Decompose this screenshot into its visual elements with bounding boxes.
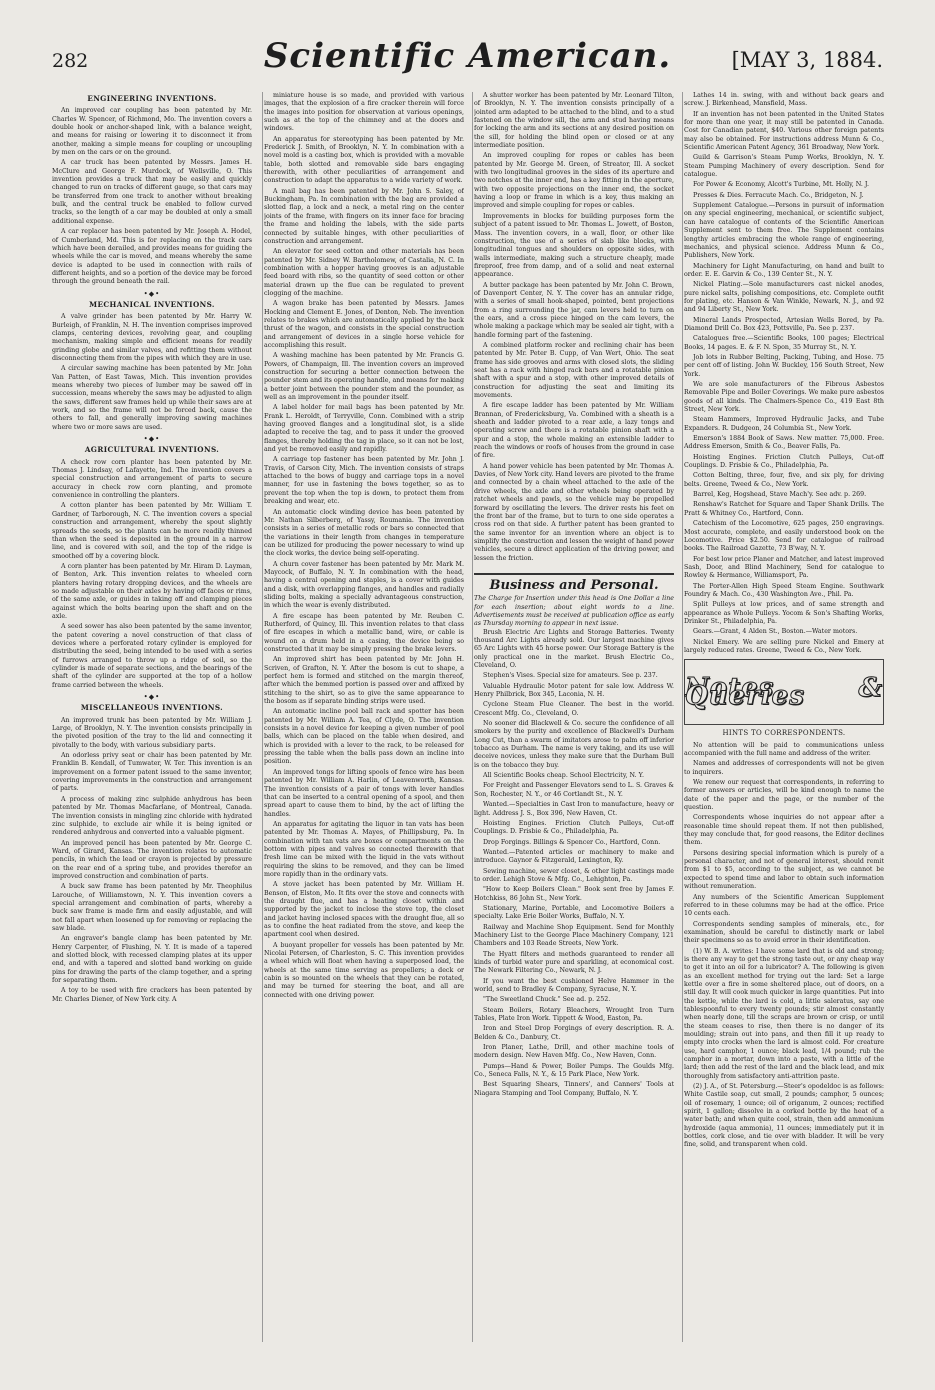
paragraph: Wanted.—Specialties in Cast Iron to manufacture, heavy or light. Address J. S., Box 396, New Haven, Ct. (474, 801, 674, 817)
paragraph: Catechism of the Locomotive, 625 pages, 250 engravings. Most accurate, complete, and easily understood book on the Locomotive. Price $2.50. Send for catalogue of railroad books. The Railroad Gazette, 73 B'way, N. Y. (684, 520, 884, 553)
paragraph: (2) J. A., of St. Petersburg.—Steer's opodeldoc is as follows: White Castile soap, cut small, 2 pounds; camphor, 5 ounces; oil of rosemary, 1 ounce; oil of origanum, 2 ounces; rectified spirit, 1 gallon; dissolve in a corked bottle by the heat of a water bath; and when quite cool, strain, then add ammonium hydroxide (aqua ammonia), 11 ounces; immediately put it in bottles, cork close, and tie over with bladder. It will be very fine, solid, and transparent when cold. (684, 1083, 884, 1149)
paragraph: Valuable Hydraulic Motor patent for sale low. Address W. Henry Philbrick, Box 345, Laconia, N. H. (474, 682, 674, 699)
paragraph: miniature house is so made, and provided with various images, that the explosion of a fire cracker therein will force the images into position for observation at various openings, such as at the top of the chimney and at the doors and windows. (264, 92, 464, 133)
paragraph: Stephen's Vises. Special size for amateurs. See p. 237. (483, 672, 658, 680)
paragraph: An engraver's bangle clamp has been patented by Mr. Henry Carpenter, of Flushing, N. Y. It is made of a tapered and slotted block, with recessed clamping plates at its upper end, and with a tapered and slotted band working on guide pins for drawing the parts of the clamp together, and a spring for separating them. (52, 935, 252, 985)
paragraph: Catalogues free.—Scientific Books, 100 pages; Electrical Books, 14 pages. E. & F. N. Spon, 35 Murray St., N. Y. (684, 335, 884, 351)
paragraph: Brush Electric Arc Lights and Storage Batteries. Twenty thousand Arc Lights already sold. Our largest machine gives 65 Arc Lights with 45 horse power. Our Storage Battery is the only practical one in the market. Brush Electric Co., Cleveland, O. (474, 628, 674, 669)
paragraph: We are sole manufacturers of the Fibrous Asbestos Removable Pipe and Boiler Coverings. We make pure asbestos goods of all kinds. The Chalmers-Spence Co., 419 East 8th Street, New York. (684, 381, 884, 414)
paragraph: A fire escape ladder has been patented by Mr. William Brannan, of Fredericksburg, Va. Combined with a sheath is a sheath and ladder pivoted to a rear axle, a lazy tongs and operating screw and there is a rotatable pinion shaft with a spur and a stop, the whole making an extensible ladder to reach the windows or roofs of houses from the ground in case of fire. (474, 402, 674, 460)
section-title-mechanical: MECHANICAL INVENTIONS. (89, 299, 215, 309)
paragraph: An automatic incline pool ball rack and spotter has been patented by Mr. William A. Tea, of Clyde, O. The invention consists in a novel device for keeping a given number of pool balls, which can be placed on the table when desired, and which is provided with a lever to the rack, to be released for pressing the table when the balls pass down an incline into position. (264, 708, 464, 766)
business-personal-intro: The Charge for Insertion under this head is One Dollar a line for each insertion; about eight words to a line. Advertisements must be received at publication office as early as Thursday morning to appear in next issue. (474, 595, 674, 628)
paragraph: Improvements in blocks for building purposes form the subject of a patent issued to Mr. Thomas L. Jowett, of Boston, Mass. The invention covers, in a wall, floor, or other like construction, the use of a series of slab like blocks, with longitudinal tongues and shoulders on opposite sides, with walls intermediate, making such a structure cheaply, made fireproof, free from damp, and of a solid and neat external appearance. (474, 212, 674, 279)
paragraph: A shutter worker has been patented by Mr. Leonard Tilton, of Brooklyn, N. Y. The invention consists principally of a jointed arm adapted to be attached to the blind, and to a stud fastened on the window sill, the arm and stud having means for locking the arm and its sections at any desired position on the sill, for holding the blind open or closed or at any intermediate position. (474, 92, 674, 150)
paragraph: A hand power vehicle has been patented by Mr. Thomas A. Davies, of New York city. Hand levers are pivoted to the frame and connected by a chain wheel attached to the axle of the drive wheels, the axle and other wheels being operated by ratchet wheels and pawls, so the vehicle may be propelled forward by oscillating the levers. The driver rests his feet on the front bar of the frame, but to turn to one side operates a cross rod on that side. A further patent has been granted to the same inventor for an invention where an object is to simplify the construction and lessen the weight of hand power vehicles, secure a direct application of the driving power, and lessen the friction. (474, 462, 674, 562)
paragraph: Steam Boilers, Rotary Bleachers, Wrought Iron Turn Tables, Plate Iron Work. Tippett & Wood, Easton, Pa. (474, 1006, 674, 1023)
paragraph: Machinery for Light Manufacturing, on hand and built to order. E. E. Garvin & Co., 139 Center St., N. Y. (684, 262, 884, 278)
paragraph: Cotton Belting, three, four, five, and six ply, for driving belts. Greene, Tweed & Co., New York. (684, 472, 884, 488)
paragraph: An odorless privy seat or chair has been patented by Mr. Franklin B. Kendall, of Tumwater, W. Ter. This invention is an improvement on a former patent issued to the same inventor, covering improvements in the construction and arrangement of parts. (52, 752, 252, 793)
column-3-body (474, 92, 674, 563)
paragraph: Correspondents whose inquiries do not appear after a reasonable time should repeat them. If not then published, they may conclude that, for good reasons, the Editor declines them. (684, 814, 884, 847)
paragraph: Mineral Lands Prospected, Artesian Wells Bored, by Pa. Diamond Drill Co. Box 423, Pottsville, Pa. See p. 237. (684, 316, 884, 332)
masthead-title: Scientific American. (263, 36, 672, 76)
column-2 (264, 92, 464, 1352)
paragraph: All Scientific Books cheap. School Electricity, N. Y. (483, 772, 645, 780)
paragraph: A combined platform rocker and reclining chair has been patented by Mr. Peter B. Cupp, of Van Wert, Ohio. The seat frame has side grooves and arms with closed slots, the sliding seat has a rack with hinged rack bars and a rotatable pinion shaft with a spur and a stop, with other improved details of construction for adjusting the seat and limiting its movements. (474, 341, 674, 400)
column-3 (474, 92, 674, 1352)
paragraph: Gears.—Grant, 4 Alden St., Boston.—Water motors. (693, 628, 858, 636)
section-miscellaneous (52, 717, 252, 1004)
paragraph: A fire escape has been patented by Mr. Reuben C. Rutherford, of Quincy, Ill. This invention relates to that class of fire escapes in which a metallic band, wire, or cable is wound on a drum held in a casing, the device being so constructed that it may be simply pressing the brake levers. (264, 612, 464, 653)
paragraph: Names and addresses of correspondents will not be given to inquirers. (684, 760, 884, 776)
paragraph: The Porter-Allen High Speed Steam Engine. Southwark Foundry & Mach. Co., 430 Washington Ave., Phil. Pa. (684, 582, 884, 598)
paragraph: A carriage top fastener has been patented by Mr. John J. Travis, of Carson City, Mich. The invention consists of straps attached to the bows of buggy and carriage tops in a novel manner, for use in fastening the bows together, so as to prevent the top when the top is down, to protect them from breaking and wear, etc. (264, 456, 464, 506)
paragraph: Stationary, Marine, Portable, and Locomotive Boilers a specialty. Lake Erie Boiler Works, Buffalo, N. Y. (474, 904, 674, 921)
paragraph: Correspondents sending samples of minerals, etc., for examination, should be careful to distinctly mark or label their specimens so as to avoid error in their identification. (684, 920, 884, 945)
section-title-agricultural: AGRICULTURAL INVENTIONS. (84, 445, 220, 455)
paragraph: A car replacer has been patented by Mr. Joseph A. Hodel, of Cumberland, Md. This is for replacing on the track cars which have been derailed, and provides means for guiding the wheels while the car is moved, and means whereby the same device is adapted to be used in connection with rails of different heights, and so a portion of the device may be forced through the ground beneath the rail. (52, 228, 252, 286)
notes-queries-title: Notes & Queries (685, 672, 883, 712)
section-ornament: •◆• (143, 289, 161, 298)
paragraph: Split Pulleys at low prices, and of same strength and appearance as Whole Pulleys. Yocom & Son's Shafting Works, Drinker St., Philadelphia, Pa. (684, 601, 884, 625)
paragraph: A label holder for mail bags has been patented by Mr. Frank L. Heroldt, of Terryville, Conn. Combined with a strip having grooved flanges and a longitudinal slot, is a slide adapted to receive the tag, and to pass it under the grooved flanges, thereby holding the tag in place, so it can not be lost, and yet be removed easily and rapidly. (264, 404, 464, 454)
business-personal-list (474, 629, 674, 1099)
paragraph: An apparatus for stereotyping has been patented by Mr. Frederick J. Smith, of Brooklyn, N. Y. In combination with a novel mold is a casting box, which is provided with a movable table, both slotted and removable side bars engaging therewith, with other peculiarities of arrangement and construction to adapt the apparatus to a wide variety of work. (264, 135, 464, 185)
paragraph: A wagon brake has been patented by Messrs. James Hocking and Clement E. Jones, of Denton, Neb. The invention relates to brakes which are automatically applied by the back thrust of the wagon, and consists in the special construction and arrangement of devices in a single horse vehicle for accomplishing this result. (264, 300, 464, 349)
column-4 (684, 92, 884, 1352)
column-4-ads (684, 92, 884, 655)
paragraph: For best low price Planer and Matcher, and latest improved Sash, Door, and Blind Machinery, Send for catalogue to Rowley & Hermance, Williamsport, Pa. (684, 555, 884, 580)
section-agricultural (52, 459, 252, 690)
paragraph: Drop Forgings. Billings & Spencer Co., Hartford, Conn. (483, 838, 661, 846)
section-title-engineering: ENGINEERING INVENTIONS. (87, 94, 217, 103)
paragraph: Hoisting Engines. Friction Clutch Pulleys, Cut-off Couplings. D. Frisbie & Co., Philadelphia, Pa. (474, 819, 674, 836)
paragraph: No attention will be paid to communications unless accompanied with the full name and address of the writer. (684, 741, 884, 757)
paragraph: We renew our request that correspondents, in referring to former answers or articles, will be kind enough to name the date of the paper and the page, or the number of the question. (684, 779, 884, 812)
paragraph: An improved pencil has been patented by Mr. George C. Ward, of Girard, Kansas. The invention relates to automatic pencils, in which the lead or crayon is projected by pressure on the rear end of a spring tube, and provides therefor an improved construction and combination of parts. (52, 839, 252, 880)
paragraph: Cyclone Steam Flue Cleaner. The best in the world. Crescent Mfg. Co., Cleveland, O. (474, 701, 674, 717)
paragraph: Sewing machine, sewer closet, & other light castings made to order. Lehigh Stove & Mfg. Co., Lehighton, Pa. (474, 867, 674, 883)
column-2-body (264, 92, 464, 1000)
paragraph: A toy to be used with fire crackers has been patented by Mr. Charles Diener, of New York city. A (52, 987, 252, 1003)
paragraph: A corn planter has been patented by Mr. Hiram D. Layman, of Benton, Ark. This invention relates to wheeled corn planters having rotary dropping devices, and the wheels are so made adjustable on their axles by having off faces or rims, of the same axle, or guides in taking off and clamping pieces against which the bolts bearing upon the shaft and on the axle. (52, 562, 252, 620)
paragraph: An automatic clock winding device has been patented by Mr. Nathan Silberberg, of Yassy, Roumania. The invention consists in a series of metallic rods or bars so connected that the variations in their length from changes in temperature can be utilized for producing the power necessary to wind up the clock works, the device being self-operating. (264, 508, 464, 558)
paragraph: An improved car coupling has been patented by Mr. Charles W. Spencer, of Richmond, Mo. The invention covers a double hook or anchor-shaped link, with a balance weight, and means for raising or lowering it to disconnect it from another, making a simple means for coupling or uncoupling by men on the cars or on the ground. (52, 107, 252, 157)
paragraph: Nickel Emery. We are selling pure Nickel and Emery at largely reduced rates. Greene, Tweed & Co., New York. (684, 638, 884, 654)
paragraph: A process of making zinc sulphide anhydrous has been patented by Mr. Thomas Macfarlane, of Montreal, Canada. The invention consists in mingling zinc chloride with hydrated zinc sulphide, to exclude air while it is being ignited or rendered anhydrous and converted into a valuable pigment. (52, 795, 252, 837)
paragraph: A butter package has been patented by Mr. John C. Brown, of Davenport Center, N. Y. The cover has an annular ridge, with a series of small hook-shaped, pointed, bent projections from a ring surrounding the jar, cam levers held to turn on the ears, and a cross piece hinged on the cam levers, the whole making a package which may be sealed air tight, with a handle forming part of the fastening. (474, 281, 674, 339)
paragraph: Wanted.—Patented articles or machinery to make and introduce. Gaynor & Fitzgerald, Lexington, Ky. (474, 848, 674, 865)
paragraph: Best Squaring Shears, Tinners', and Canners' Tools at Niagara Stamping and Tool Company, Buffalo, N. Y. (474, 1081, 674, 1097)
section-title-miscellaneous: MISCELLANEOUS INVENTIONS. (80, 703, 224, 713)
paragraph: Job lots in Rubber Belting, Packing, Tubing, and Hose. 75 per cent off of listing. John W. Buckley, 156 South Street, New York. (684, 353, 884, 378)
paragraph: A washing machine has been patented by Mr. Francis G. Powers, of Champaign, Ill. The invention covers an improved construction for securing a better connection between the pounder stem and its operating handle, and means for making a better joint between the pounder stem and the pounder, as well as an improvement in the pounder itself. (264, 352, 464, 402)
section-ornament: •◆• (143, 693, 161, 702)
paragraph: Lathes 14 in. swing, with and without back gears and screw. J. Birkenhead, Mansfield, Mass. (684, 92, 884, 108)
paragraph: An improved shirt has been patented by Mr. John H. Scriven, of Grafton, N. Y. After the bosom is cut to shape, a perfect hem is formed and stitched on the margin thereof, after which the bemmed portion is passed over and affixed by stitching to the shirt, so as to give the same appearance to the bosom as if separate binding strips were used. (264, 656, 464, 706)
paragraph: An improved tongs for lifting spools of fence wire has been patented by Mr. William A. Harlin, of Leavenworth, Kansas. The invention consists of a pair of tongs with lever handles that can be inserted to a central opening of a spool, and then spread apart to cause them to bind, by the act of lifting the handles. (264, 768, 464, 818)
paragraph: A buck saw frame has been patented by Mr. Theophilus Larouche, of Williamstown, N. Y. This invention covers a special arrangement and combination of parts, whereby a buck saw frame is made firm and easily adjustable, and will not fall apart when loosened up for removing or replacing the saw blade. (52, 883, 252, 932)
paragraph: Steam Hammers, Improved Hydraulic Jacks, and Tube Expanders. R. Dudgeon, 24 Columbia St., New York. (684, 416, 884, 432)
paragraph: "The Sweetland Chuck." See ad. p. 252. (483, 996, 611, 1004)
paragraph: If you want the best cushioned Helve Hammer in the world, send to Bradley & Company, Syracuse, N. Y. (474, 977, 674, 994)
paragraph: A stove jacket has been patented by Mr. William H. Benson, of Elston, Mo. It fits over the stove and connects with the draught flue, and has a heating closet within and supported by the jacket to inclose the stove top, the closet and jacket having inclosed spaces with the draught flue, all so as to confine the heat radiated from the stove, and keep the apartment cool when desired. (264, 881, 464, 939)
paragraph: Nickel Plating.—Sole manufacturers cast nickel anodes, pure nickel salts, polishing compositions, etc. Complete outfit for plating, etc. Hanson & Van Winkle, Newark, N. J., and 92 and 94 Liberty St., New York. (684, 281, 884, 314)
column-1 (52, 92, 252, 1352)
paragraph: The Hyatt filters and methods guaranteed to render all kinds of turbid water pure and sparkling, at economical cost. The Newark Filtering Co., Newark, N. J. (474, 950, 674, 975)
paragraph: "How to Keep Boilers Clean." Book sent free by James F. Hotchkiss, 86 John St., New York. (474, 886, 674, 902)
paragraph: No sooner did Blackwell & Co. secure the confidence of all smokers by the purity and excellence of Blackwell's Durham Long Cut, than a swarm of imitators arose to palm off inferior tobacco as Durham. The name is very taking, and its use will deceive novices, unless they make sure that the Durham Bull is on the tobacco they buy. (474, 720, 674, 769)
issue-date: [MAY 3, 1884. (731, 48, 883, 72)
paragraph: For Freight and Passenger Elevators send to L. S. Graves & Son, Rochester, N. Y., or 46 Cortlandt St., N. Y. (474, 782, 674, 798)
paragraph: A buoyant propeller for vessels has been patented by Mr. Nicolai Petersen, of Charleston, S. C. This invention provides a wheel which will float when having a superposed load, the wheels at the same time serving as propellers; a deck or cabin is so mounted on the wheels that they can be rotated, and may be turned for steering the boat, and all are connected with one driving power. (264, 941, 464, 999)
notes-queries-body (684, 742, 884, 1150)
paragraph: A circular sawing machine has been patented by Mr. John Van Patten, of East Tawas, Mich. This invention provides means whereby two pieces of lumber may be sawed off in succession, means whereby the saws may be adjusted to align the saws, different saw frames held up while their saws are at work, and so the frame will not be forced back, cause the others to fall, and generally improving sawing machines where two or more saws are used. (52, 365, 252, 431)
paragraph: Barrel, Keg, Hogshead, Stave Mach'y. See adv. p. 269. (693, 491, 867, 499)
hints-heading: HINTS TO CORRESPONDENTS. (722, 729, 846, 738)
paragraph: Supplement Catalogue.—Persons in pursuit of information on any special engineering, mechanical, or scientific subject, can have catalogue of contents of the Scientific American Supplement sent to them free. The Supplement contains lengthy articles embracing the whole range of engineering, mechanics, and physical science. Address Munn & Co., Publishers, New York. (684, 202, 884, 260)
paragraph: Hoisting Engines. Friction Clutch Pulleys, Cut-off Couplings. D. Frisbie & Co., Philadelphia, Pa. (684, 453, 884, 470)
paragraph: Emerson's 1884 Book of Saws. New matter. 75,000. Free. Address Emerson, Smith & Co., Beaver Falls, Pa. (684, 435, 884, 451)
paragraph: If an invention has not been patented in the United States for more than one year, it may still be patented in Canada. Cost for Canadian patent, $40. Various other foreign patents may also be obtained. For instructions address Munn & Co., Scientific American Patent Agency, 361 Broadway, New York. (684, 110, 884, 152)
paragraph: Persons desiring special information which is purely of a personal character, and not of general interest, should remit from $1 to $5, according to the subject, as we cannot be expected to spend time and labor to obtain such information without remuneration. (684, 849, 884, 891)
paragraph: A check row corn planter has been patented by Mr. Thomas J. Lindsay, of Lafayette, Ind. The invention covers a special construction and arrangement of parts to secure accuracy in check row corn planting, and promote convenience in controlling the planters. (52, 458, 252, 500)
paragraph: An elevator for seed cotton and other materials has been patented by Mr. Sidney W. Bartholomew, of Castalia, N. C. In combination with a hopper having grooves is an adjustable feed board with ribs, so the quantity of seed cotton or other material drawn up the flue can be regulated to prevent clogging of the machine. (264, 248, 464, 297)
paragraph: Iron and Steel Drop Forgings of every description. R. A. Belden & Co., Danbury, Ct. (474, 1025, 674, 1041)
paragraph: Railway and Machine Shop Equipment. Send for Monthly Machinery List to the George Place Machinery Company, 121 Chambers and 103 Reade Streets, New York. (474, 923, 674, 948)
section-engineering (52, 107, 252, 286)
paragraph: A cotton planter has been patented by Mr. William T. Gardner, of Tarborough, N. C. The invention covers a special construction and arrangement, whereby the spout slightly spreads the seeds, so the plants can be more readily thinned than when the seed is deposited in the ground in a narrow line, and is covered with soil, and the top of the ridge is smoothed off by a covering block. (52, 502, 252, 560)
paragraph: An apparatus for agitating the liquor in tan vats has been patented by Mr. Thomas A. Mayes, of Phillipsburg, Pa. In combination with tan vats are boxes or compartments on the bottom with pipes and valves so connected therewith that fresh lime can be mixed with the liquid in the vats without requiring the skins to be removed, and they can be limed more rapidly than in the ordinary vats. (264, 820, 464, 878)
paragraph: A car truck has been patented by Messrs. James H. McClure and George F. Murdock, of Wellsville, O. This invention provides a truck that may be easily and quickly changed to run on tracks of different gauge, so that cars may be transferred from one track to another without breaking bulk, and the central truck be enabled to follow curved tracks, so the length of a car may be doubled at only a small additional expense. (52, 159, 252, 225)
paragraph: (1) W. B. A. writes: I have some lard that is old and strong; is there any way to get the strong taste out, or any cheap way to get it into an oil for a lubricator? A. The following is given as an excellent method for trying out the lard: Set a large kettle over a fire in some sheltered place, out of doors, on a still day. It will cook much quicker in large quantities. Put into the kettle, while the lard is cold, a little saleratus, say one tablespoonful to every twenty pounds; stir almost constantly when nearly done, till the scraps are brown or crisp, or until the steam ceases to rise, then there is no danger of its moulding; strain out into pans, and then fill it up ready to empty into crocks when the lard is almost cold. For creature use, hard camphor, 1 ounce; black lead, 1/4 pound; rub the camphor in a mortar, down into a paste, with a little of the lard; then add the rest of the lard and the black lead, and mix thoroughly from satisfactory anti-attrition paste. (684, 947, 884, 1080)
paragraph: Iron Planer, Lathe, Drill, and other machine tools of modern design. New Haven Mfg. Co., New Haven, Conn. (474, 1044, 674, 1060)
paragraph: Any numbers of the Scientific American Supplement referred to in these columns may be had at the office. Price 10 cents each. (684, 893, 884, 918)
paragraph: A valve grinder has been patented by Mr. Harry W. Burleigh, of Franklin, N. H. The invention comprises improved clamps, centering devices, revolving gear, and coupling mechanism, making simple and efficient means for readily grinding globe and similar valves, and refitting them without disconnecting them from the pipes with which they are in use. (52, 313, 252, 362)
business-personal-heading: Business and Personal. (474, 573, 674, 590)
page-header (52, 36, 883, 84)
paragraph: A churn cover fastener has been patented by Mr. Mark M. Maycock, of Buffalo, N. Y. In combination with the head, having a central opening and staples, is a cover with guides and a disk, with overlapping flanges, and handles and radially sliding bolts, making a specially advantageous construction, in which the wear is evenly distributed. (264, 560, 464, 610)
paragraph: Presses & Dies. Ferracute Mach. Co., Bridgeton, N. J. (693, 191, 864, 199)
paragraph: An improved trunk has been patented by Mr. William J. Large, of Brooklyn, N. Y. The invention consists principally in the pivoted position of the tray to the lid and connecting it pivotally to the body, with various subsidiary parts. (52, 716, 252, 749)
paragraph: Renshaw's Ratchet for Square and Taper Shank Drills. The Pratt & Whitney Co., Hartford, Conn. (684, 501, 884, 517)
section-ornament: •◆• (143, 435, 161, 444)
paragraph: For Power & Economy, Alcott's Turbine, Mt. Holly, N. J. (693, 181, 869, 189)
paragraph: An improved coupling for ropes or cables has been patented by Mr. George M. Green, of Streator, Ill. A socket with two longitudinal grooves in the sides of its aperture and two notches at the inner end, has a key fitting in the aperture, with two opposite projections on the inner end, the socket having a loop or frame in which is a key, thus making an improved and simple coupling for ropes or cables. (474, 152, 674, 210)
paragraph: Guild & Garrison's Steam Pump Works, Brooklyn, N. Y. Steam Pumping Machinery of every description. Send for catalogue. (684, 154, 884, 179)
paragraph: A seed sower has also been patented by the same inventor, the patent covering a novel construction of that class of devices where a perforated rotary cylinder is employed for distributing the seed, being intended to be used with a series of furrows arranged to throw up a ridge of soil, so the cylinder is made of separate sections, and the bearings of the shaft of the cylinder are supported at the top of a hollow frame carried between the wheels. (52, 623, 252, 689)
article-columns (52, 92, 892, 1352)
paragraph: A mail bag has been patented by Mr. John S. Saley, of Buckingham, Pa. In combination with the bag are provided a slotted flap, a lock and a neck, a metal ring on the center joints of the frame, with fingers on its inner face for bracing the frame and holding the labels, with the side parts connected by suitable hinges, with other peculiarities of construction and arrangement. (264, 187, 464, 245)
notes-queries-banner (684, 659, 884, 725)
page-number: 282 (52, 50, 89, 72)
paragraph: Pumps—Hand & Power, Boiler Pumps. The Goulds Mfg. Co., Seneca Falls, N. Y., & 15 Park Place, New York. (474, 1062, 674, 1079)
section-mechanical (52, 313, 252, 432)
